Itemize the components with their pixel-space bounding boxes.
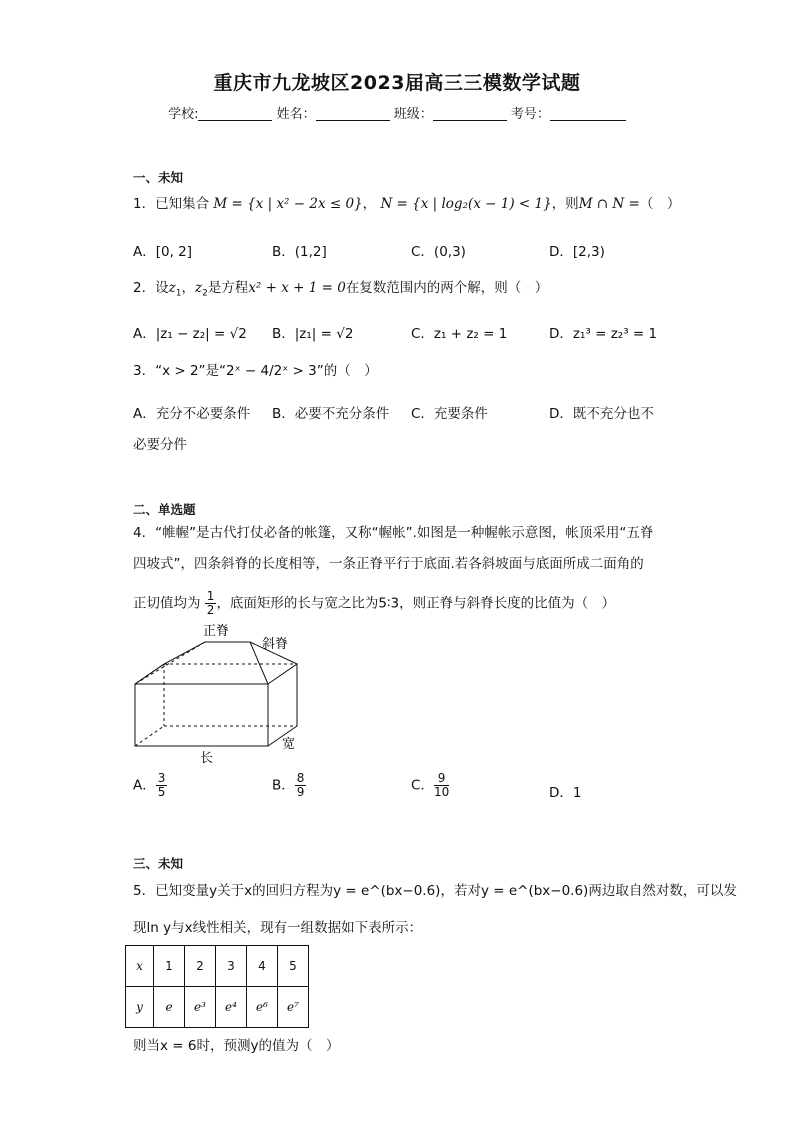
q4-option-c [411, 772, 449, 799]
table-cell: y [126, 987, 154, 1028]
frac-num: 3 [157, 771, 166, 785]
q2-prefix: 2．设 [133, 280, 169, 296]
q5-line-3: 则当x = 6时，预测y的值为（ ） [133, 1038, 340, 1054]
class-blank [433, 106, 507, 121]
school-blank [198, 106, 272, 121]
table-cell: e [154, 987, 185, 1028]
q3-option-d-wrap: 必要分件 [133, 437, 187, 453]
q4-option-b [272, 772, 306, 799]
tent-figure [130, 622, 330, 772]
frac-den: 10 [433, 785, 450, 800]
class-label: 班级： [393, 107, 433, 122]
table-row [126, 987, 309, 1028]
table-cell: e³ [185, 987, 216, 1028]
name-label: 姓名： [276, 107, 316, 122]
front-face [135, 684, 268, 746]
q2-option-a: A．|z₁ − z₂| = √2 [133, 326, 247, 342]
frac-den: 9 [296, 785, 305, 800]
frac-den: 5 [157, 785, 166, 800]
question-3: 3．“x > 2”是“2ˣ − 4/2ˣ > 3”的（ ） [133, 363, 378, 379]
q1-expr: M ∩ N = [578, 196, 640, 212]
student-info [0, 103, 794, 122]
data-table [125, 945, 309, 1028]
q2-tail: 在复数范围内的两个解，则（ ） [345, 280, 549, 296]
exam-no-blank [550, 106, 626, 121]
right-face [268, 664, 297, 746]
q1-set-m: M = {x | x² − 2x ≤ 0} [213, 196, 363, 212]
hidden-left-slant [135, 642, 205, 684]
q3-option-b: B．必要不充分条件 [272, 406, 390, 422]
q4-line3-end: ，底面矩形的长与宽之比为5∶3，则正脊与斜脊长度的比值为（ ） [216, 595, 616, 612]
label-ridge: 正脊 [203, 624, 230, 639]
q4-option-a [133, 772, 167, 799]
page-title: 重庆市九龙坡区2023届高三三模数学试题 [213, 72, 581, 94]
q4-line-3 [133, 590, 615, 617]
section-heading: 一、未知 [133, 170, 184, 185]
q4-line3-start: 正切值均为 [133, 595, 201, 612]
table-cell: e⁴ [216, 987, 247, 1028]
q3-option-d: D．既不充分也不 [549, 406, 654, 422]
q2-mid: 是方程 [207, 280, 249, 296]
table-row [126, 946, 309, 987]
opt-label: A． [133, 777, 156, 794]
question-1: 1．已知集合 M = {x | x² − 2x ≤ 0}， N = {x | log₂(x − 1) < 1}，则M ∩ N =（ ） [133, 196, 681, 212]
question-2: 2．设$z_1$，$z_2$是方程x² + x + 1 = 0在复数范围内的两个解，则（ ） [133, 280, 549, 299]
q1-option-c: C．(0,3) [411, 244, 466, 260]
table-cell: 1 [154, 946, 185, 987]
frac-num: 9 [434, 772, 449, 786]
q4-line-1: 4．“帷幄”是古代打仗必备的帐篷，又称“幄帐”.如图是一种幄帐示意图，帐顶采用“五脊 [133, 525, 654, 541]
frac-num: 1 [206, 589, 215, 603]
exam-no-label: 考号： [510, 107, 550, 122]
opt-label: B． [272, 777, 295, 794]
label-slant: 斜脊 [262, 637, 289, 652]
roof-front-left [135, 664, 164, 684]
q1-set-n: N = {x | log₂(x − 1) < 1} [380, 196, 552, 212]
label-length: 长 [200, 751, 214, 766]
q4-fraction [205, 590, 217, 617]
table-cell: 3 [216, 946, 247, 987]
school-label: 学校: [168, 107, 199, 122]
q4-option-d: D．1 [549, 785, 582, 801]
q1-option-a: A．[0, 2] [133, 244, 193, 260]
q1-tail: ，则 [551, 196, 579, 212]
table-cell: x [126, 946, 154, 987]
table-cell: 4 [247, 946, 278, 987]
q3-option-a: A．充分不必要条件 [133, 406, 251, 422]
section-heading: 二、单选题 [133, 502, 196, 517]
name-blank [316, 106, 390, 121]
table-cell: e⁶ [247, 987, 278, 1028]
table-cell: 5 [278, 946, 309, 987]
q2-equation: x² + x + 1 = 0 [248, 280, 346, 296]
q1-prefix: 1．已知集合 [133, 196, 210, 212]
hidden-bottom-left [135, 726, 164, 746]
q2-option-d: D．z₁³ = z₂³ = 1 [549, 326, 658, 342]
q4-line-2: 四坡式”，四条斜脊的长度相等，一条正脊平行于底面.若各斜坡面与底面所成二面角的 [133, 556, 644, 572]
q5-line-2: 现ln y与x线性相关，现有一组数据如下表所示： [133, 920, 423, 936]
label-width: 宽 [282, 737, 296, 752]
q2-option-b: B．|z₁| = √2 [272, 326, 354, 342]
q3-option-c: C．充要条件 [411, 406, 488, 422]
section-heading: 三、未知 [133, 856, 184, 871]
q1-option-b: B．(1,2] [272, 244, 327, 260]
q2-option-c: C．z₁ + z₂ = 1 [411, 326, 508, 342]
table-cell: 2 [185, 946, 216, 987]
frac-num: 8 [296, 771, 305, 785]
opt-label: C． [411, 777, 434, 794]
q1-option-d: D．[2,3) [549, 244, 605, 260]
frac-den: 2 [206, 603, 215, 618]
table-cell: e⁷ [278, 987, 309, 1028]
q5-line-1: 5．已知变量y关于x的回归方程为y = e^(bx−0.6)，若对y = e^(bx−0.6)两边取自然对数，可以发 [133, 883, 737, 899]
q1-paren: （ ） [639, 196, 681, 212]
